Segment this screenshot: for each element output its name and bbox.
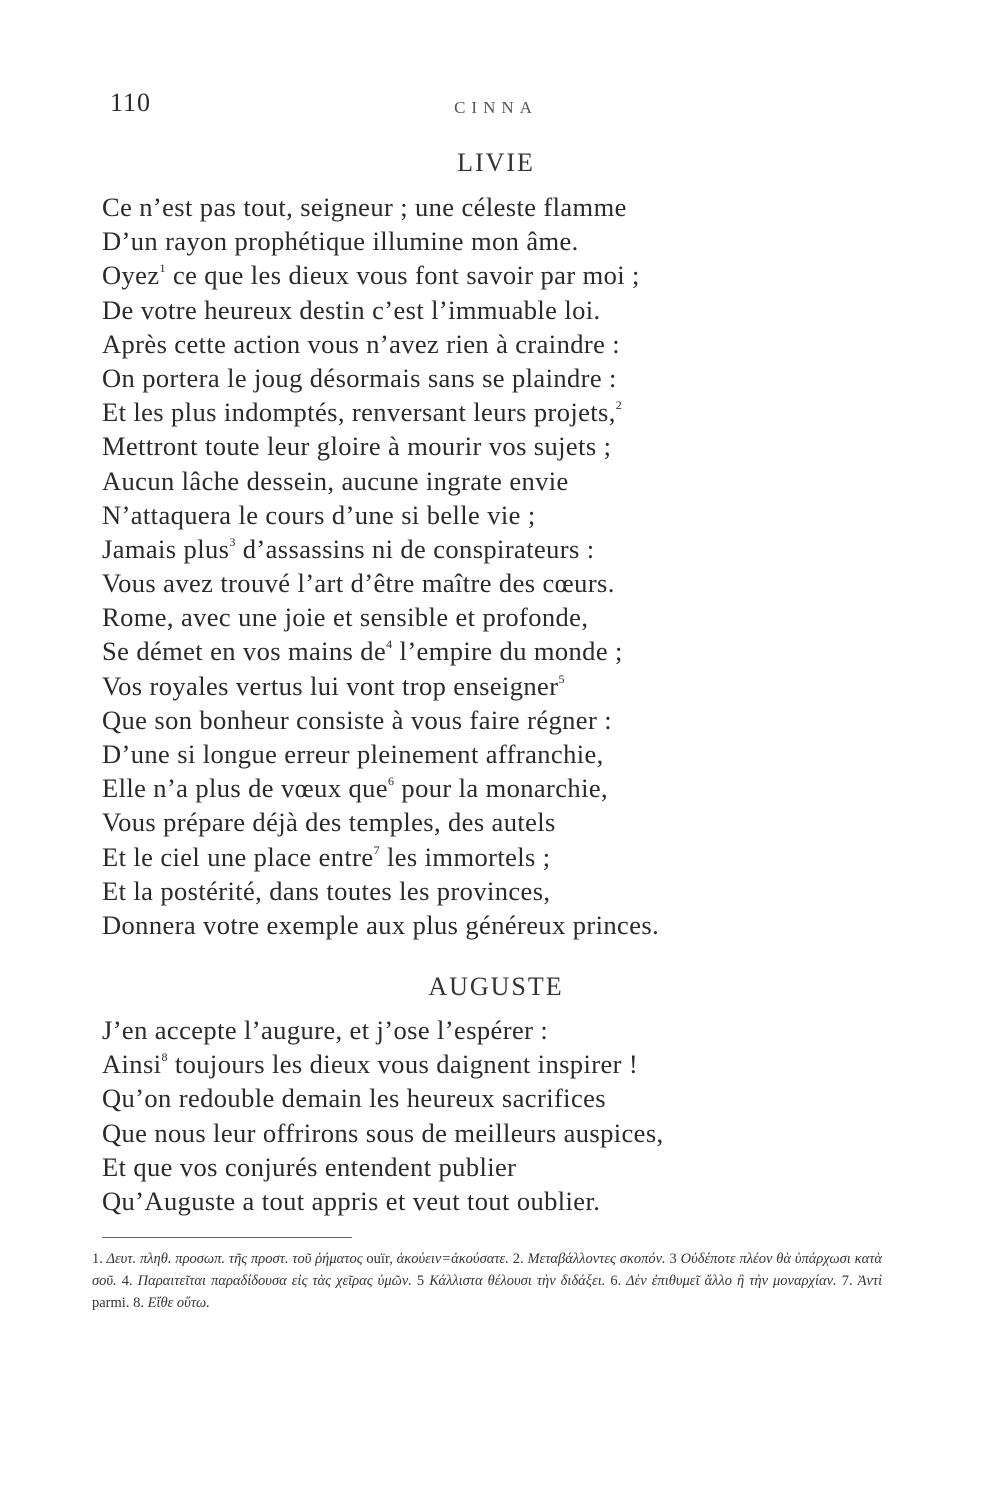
verse-text: De votre heureux destin c’est l’immuable loi. bbox=[102, 294, 601, 325]
verse-block-livie bbox=[102, 190, 902, 942]
footnote-number: 5 bbox=[416, 1273, 425, 1289]
verse-line bbox=[102, 669, 902, 703]
verse-line bbox=[102, 874, 902, 908]
verse-text-tail: d’assassins ni de conspirateurs : bbox=[235, 533, 595, 564]
footnotes bbox=[92, 1248, 882, 1314]
footnote-number: 7. bbox=[841, 1273, 853, 1289]
footnote-item bbox=[513, 1251, 670, 1267]
footnote-item bbox=[417, 1273, 610, 1289]
verse-line bbox=[102, 703, 902, 737]
verse-text: Ainsi bbox=[102, 1049, 162, 1080]
verse-line bbox=[102, 498, 902, 532]
verse-line bbox=[102, 908, 902, 942]
verse-line bbox=[102, 464, 902, 498]
verse-line bbox=[102, 840, 902, 874]
verse-line bbox=[102, 293, 902, 327]
verse-text: Et que vos conjurés entendent publier bbox=[102, 1151, 517, 1182]
verse-line bbox=[102, 566, 902, 600]
verse-line bbox=[102, 224, 902, 258]
verse-text-tail: l’empire du monde ; bbox=[392, 636, 623, 667]
footnote-latin: parmi. bbox=[92, 1295, 130, 1311]
footnote-latin: ouïr, bbox=[366, 1251, 393, 1267]
footnote-marker: 7 bbox=[373, 842, 380, 857]
verse-line bbox=[102, 771, 902, 805]
verse-line bbox=[102, 258, 902, 292]
running-title: CINNA bbox=[454, 98, 538, 117]
verse-line bbox=[102, 634, 902, 668]
verse-block-auguste bbox=[102, 1013, 902, 1218]
footnote-greek: Κάλλιστα θέλουσι τὴν διδάξει. bbox=[429, 1273, 606, 1289]
verse-text: Vous prépare déjà des temples, des autels bbox=[102, 807, 556, 838]
footnote-marker: 1 bbox=[159, 261, 166, 276]
verse-text: Après cette action vous n’avez rien à craindre : bbox=[102, 328, 621, 359]
verse-text: Vos royales vertus lui vont trop enseigner bbox=[102, 670, 559, 701]
verse-line bbox=[102, 1013, 902, 1047]
verse-text: Donnera votre exemple aux plus généreux princes. bbox=[102, 909, 660, 940]
verse-text: Aucun lâche dessein, aucune ingrate envie bbox=[102, 465, 569, 496]
verse-text-tail: toujours les dieux vous daignent inspirer ! bbox=[167, 1049, 639, 1080]
footnote-marker: 6 bbox=[387, 774, 395, 789]
footnote-greek: Μεταβάλλοντες σκοπόν. bbox=[527, 1251, 666, 1267]
footnote-marker: 3 bbox=[229, 534, 236, 549]
footnote-number: 3 bbox=[669, 1251, 677, 1267]
page-number: 110 bbox=[110, 88, 152, 117]
footnote-marker: 2 bbox=[615, 398, 623, 413]
footnote-number: 1. bbox=[92, 1251, 103, 1267]
verse-text-tail: ce que les dieux vous font savoir par moi ; bbox=[165, 260, 640, 291]
footnote-greek: Δευτ. πληθ. προσωπ. τῆς προστ. τοῦ ῥήματος bbox=[106, 1251, 363, 1267]
verse-line bbox=[102, 361, 902, 395]
verse-line bbox=[102, 1116, 902, 1150]
verse-text-tail: les immortels ; bbox=[379, 841, 551, 872]
verse-line bbox=[102, 532, 902, 566]
verse-text: Qu’on redouble demain les heureux sacrifices bbox=[102, 1083, 606, 1114]
footnote-marker: 4 bbox=[386, 637, 393, 652]
footnote-number: 6. bbox=[610, 1273, 622, 1289]
speaker-name-livie: LIVIE bbox=[457, 148, 535, 177]
verse-line bbox=[102, 395, 902, 429]
verse-text: Elle n’a plus de vœux que bbox=[102, 773, 388, 804]
verse-text: Vous avez trouvé l’art d’être maître des cœurs. bbox=[102, 568, 615, 599]
verse-text: Mettront toute leur gloire à mourir vos sujets ; bbox=[102, 431, 612, 462]
verse-text: D’un rayon prophétique illumine mon âme. bbox=[102, 226, 579, 257]
footnote-number: 4. bbox=[121, 1273, 133, 1289]
footnote-greek: Εἴθε οὕτω. bbox=[147, 1295, 210, 1311]
verse-text: N’attaquera le cours d’une si belle vie ; bbox=[102, 499, 536, 530]
verse-line bbox=[102, 190, 902, 224]
verse-text: On portera le joug désormais sans se plaindre : bbox=[102, 362, 617, 393]
footnote-number: 2. bbox=[512, 1251, 524, 1267]
footnote-greek: Δὲν ἐπιθυμεῖ ἄλλο ἢ τὴν μοναρχίαν. bbox=[626, 1273, 837, 1289]
verse-text: J’en accepte l’augure, et j’ose l’espérer : bbox=[102, 1015, 549, 1045]
verse-line bbox=[102, 1047, 902, 1081]
footnote-marker: 8 bbox=[161, 1050, 168, 1065]
verse-text: Et le ciel une place entre bbox=[102, 841, 374, 872]
verse-text: Qu’Auguste a tout appris et veut tout oublier. bbox=[102, 1185, 601, 1216]
verse-text: D’une si longue erreur pleinement affranchie, bbox=[102, 739, 604, 769]
verse-line bbox=[102, 737, 902, 771]
footnote-rule bbox=[102, 1237, 352, 1238]
verse-text: Que son bonheur consiste à vous faire régner : bbox=[102, 704, 612, 735]
verse-line bbox=[102, 1184, 902, 1218]
verse-text: Ce n’est pas tout, seigneur ; une céleste flamme bbox=[102, 192, 627, 222]
verse-line bbox=[102, 600, 902, 634]
verse-text: Rome, avec une joie et sensible et profonde, bbox=[102, 602, 589, 633]
verse-line bbox=[102, 429, 902, 463]
footnote-greek: Παραιτεῖται παραδίδουσα εἰς τὰς χεῖρας ὑμῶν. bbox=[137, 1273, 412, 1289]
footnote-item bbox=[133, 1295, 210, 1311]
footnote-greek: Οὐδέποτε πλέον θὰ ὑπάρχωσι κατὰ σοῦ. bbox=[92, 1251, 883, 1289]
verse-text: Oyez bbox=[102, 260, 160, 291]
verse-text: Et la postérité, dans toutes les provinces, bbox=[102, 875, 551, 906]
footnote-number: 8. bbox=[133, 1295, 144, 1311]
footnote-item bbox=[122, 1273, 417, 1289]
verse-line bbox=[102, 327, 902, 361]
footnote-item bbox=[610, 1273, 841, 1289]
footnote-marker: 5 bbox=[558, 671, 565, 686]
footnote-item bbox=[92, 1251, 513, 1267]
verse-text: Et les plus indomptés, renversant leurs projets, bbox=[102, 397, 616, 428]
verse-text: Se démet en vos mains de bbox=[102, 636, 387, 667]
verse-text: Jamais plus bbox=[102, 533, 230, 564]
verse-text-tail: pour la monarchie, bbox=[394, 773, 609, 804]
footnote-greek: ἀκούειν=ἀκούσατε. bbox=[396, 1251, 509, 1267]
verse-text: Que nous leur offrirons sous de meilleurs auspices, bbox=[102, 1117, 664, 1148]
verse-line bbox=[102, 1150, 902, 1184]
verse-line bbox=[102, 1081, 902, 1115]
verse-line bbox=[102, 805, 902, 839]
footnote-greek: Ἀντὶ bbox=[857, 1273, 883, 1289]
speaker-name-auguste: AUGUSTE bbox=[428, 972, 564, 1001]
